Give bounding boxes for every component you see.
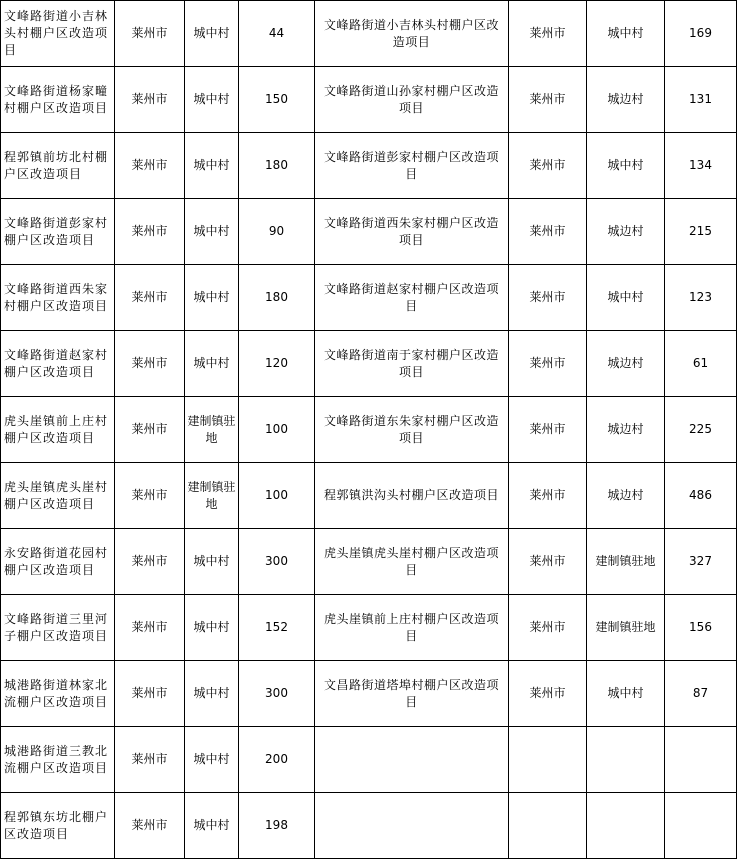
type-left: 城中村 [185,595,239,661]
city-left: 莱州市 [115,265,185,331]
count-left: 180 [239,265,315,331]
type-right: 城中村 [587,265,665,331]
table-row [1,265,737,331]
type-left: 城中村 [185,265,239,331]
city-left: 莱州市 [115,133,185,199]
city-right [509,727,587,793]
city-left: 莱州市 [115,529,185,595]
project-name-left: 文峰路街道赵家村棚户区改造项目 [1,331,115,397]
city-left: 莱州市 [115,199,185,265]
type-right: 城中村 [587,1,665,67]
count-right [665,793,737,859]
city-right: 莱州市 [509,1,587,67]
count-right: 134 [665,133,737,199]
count-left: 100 [239,463,315,529]
count-left: 300 [239,661,315,727]
type-left: 建制镇驻地 [185,397,239,463]
city-right: 莱州市 [509,199,587,265]
count-right: 486 [665,463,737,529]
type-left: 城中村 [185,793,239,859]
city-left: 莱州市 [115,595,185,661]
project-name-right: 文峰路街道东朱家村棚户区改造项目 [315,397,509,463]
count-left: 152 [239,595,315,661]
table-row [1,199,737,265]
type-right [587,793,665,859]
type-left: 城中村 [185,67,239,133]
count-left: 180 [239,133,315,199]
project-name-right: 文峰路街道山孙家村棚户区改造项目 [315,67,509,133]
count-right [665,727,737,793]
count-right: 123 [665,265,737,331]
table-row [1,1,737,67]
table-row [1,661,737,727]
type-right: 城边村 [587,463,665,529]
count-left: 200 [239,727,315,793]
type-left: 建制镇驻地 [185,463,239,529]
table-body [1,1,737,859]
project-name-right: 程郭镇洪沟头村棚户区改造项目 [315,463,509,529]
type-left: 城中村 [185,529,239,595]
count-left: 300 [239,529,315,595]
city-right: 莱州市 [509,529,587,595]
type-left: 城中村 [185,1,239,67]
table-row [1,727,737,793]
type-right: 城边村 [587,199,665,265]
project-name-left: 城港路街道三教北流棚户区改造项目 [1,727,115,793]
city-left: 莱州市 [115,793,185,859]
project-name-left: 程郭镇东坊北棚户区改造项目 [1,793,115,859]
type-left: 城中村 [185,727,239,793]
city-left: 莱州市 [115,727,185,793]
project-name-right: 文昌路街道塔埠村棚户区改造项目 [315,661,509,727]
type-right: 城边村 [587,397,665,463]
city-right: 莱州市 [509,661,587,727]
project-name-left: 文峰路街道彭家村棚户区改造项目 [1,199,115,265]
table-row [1,793,737,859]
type-right [587,727,665,793]
type-left: 城中村 [185,199,239,265]
project-name-right: 虎头崖镇前上庄村棚户区改造项目 [315,595,509,661]
city-right: 莱州市 [509,331,587,397]
city-left: 莱州市 [115,661,185,727]
city-left: 莱州市 [115,397,185,463]
type-right: 城边村 [587,331,665,397]
project-name-right: 文峰路街道小吉林头村棚户区改造项目 [315,1,509,67]
type-left: 城中村 [185,331,239,397]
type-left: 城中村 [185,661,239,727]
city-right: 莱州市 [509,463,587,529]
project-name-left: 程郭镇前坊北村棚户区改造项目 [1,133,115,199]
city-right: 莱州市 [509,595,587,661]
city-left: 莱州市 [115,1,185,67]
project-name-right [315,727,509,793]
project-name-right: 虎头崖镇虎头崖村棚户区改造项目 [315,529,509,595]
city-right: 莱州市 [509,397,587,463]
city-right: 莱州市 [509,265,587,331]
count-left: 44 [239,1,315,67]
type-left: 城中村 [185,133,239,199]
project-name-left: 虎头崖镇前上庄村棚户区改造项目 [1,397,115,463]
count-right: 87 [665,661,737,727]
city-left: 莱州市 [115,331,185,397]
count-left: 198 [239,793,315,859]
project-name-right: 文峰路街道西朱家村棚户区改造项目 [315,199,509,265]
type-right: 城中村 [587,661,665,727]
city-left: 莱州市 [115,67,185,133]
project-name-left: 虎头崖镇虎头崖村棚户区改造项目 [1,463,115,529]
city-right: 莱州市 [509,133,587,199]
project-name-right: 文峰路街道赵家村棚户区改造项目 [315,265,509,331]
type-right: 城边村 [587,67,665,133]
count-right: 169 [665,1,737,67]
project-name-left: 永安路街道花园村棚户区改造项目 [1,529,115,595]
project-name-right: 文峰路街道南于家村棚户区改造项目 [315,331,509,397]
table-row [1,331,737,397]
project-name-left: 文峰路街道三里河子棚户区改造项目 [1,595,115,661]
type-right: 建制镇驻地 [587,529,665,595]
type-right: 建制镇驻地 [587,595,665,661]
count-left: 90 [239,199,315,265]
count-right: 131 [665,67,737,133]
project-name-right [315,793,509,859]
table-row [1,463,737,529]
project-name-left: 城港路街道林家北流棚户区改造项目 [1,661,115,727]
type-right: 城中村 [587,133,665,199]
count-right: 61 [665,331,737,397]
city-right: 莱州市 [509,67,587,133]
city-left: 莱州市 [115,463,185,529]
count-right: 215 [665,199,737,265]
count-right: 225 [665,397,737,463]
table-row [1,529,737,595]
count-left: 120 [239,331,315,397]
count-right: 156 [665,595,737,661]
project-name-left: 文峰路街道小吉林头村棚户区改造项目 [1,1,115,67]
project-name-left: 文峰路街道西朱家村棚户区改造项目 [1,265,115,331]
count-left: 100 [239,397,315,463]
table-row [1,133,737,199]
city-right [509,793,587,859]
project-name-left: 文峰路街道杨家疃村棚户区改造项目 [1,67,115,133]
table-row [1,67,737,133]
table-row [1,397,737,463]
table-row [1,595,737,661]
count-right: 327 [665,529,737,595]
project-name-right: 文峰路街道彭家村棚户区改造项目 [315,133,509,199]
count-left: 150 [239,67,315,133]
